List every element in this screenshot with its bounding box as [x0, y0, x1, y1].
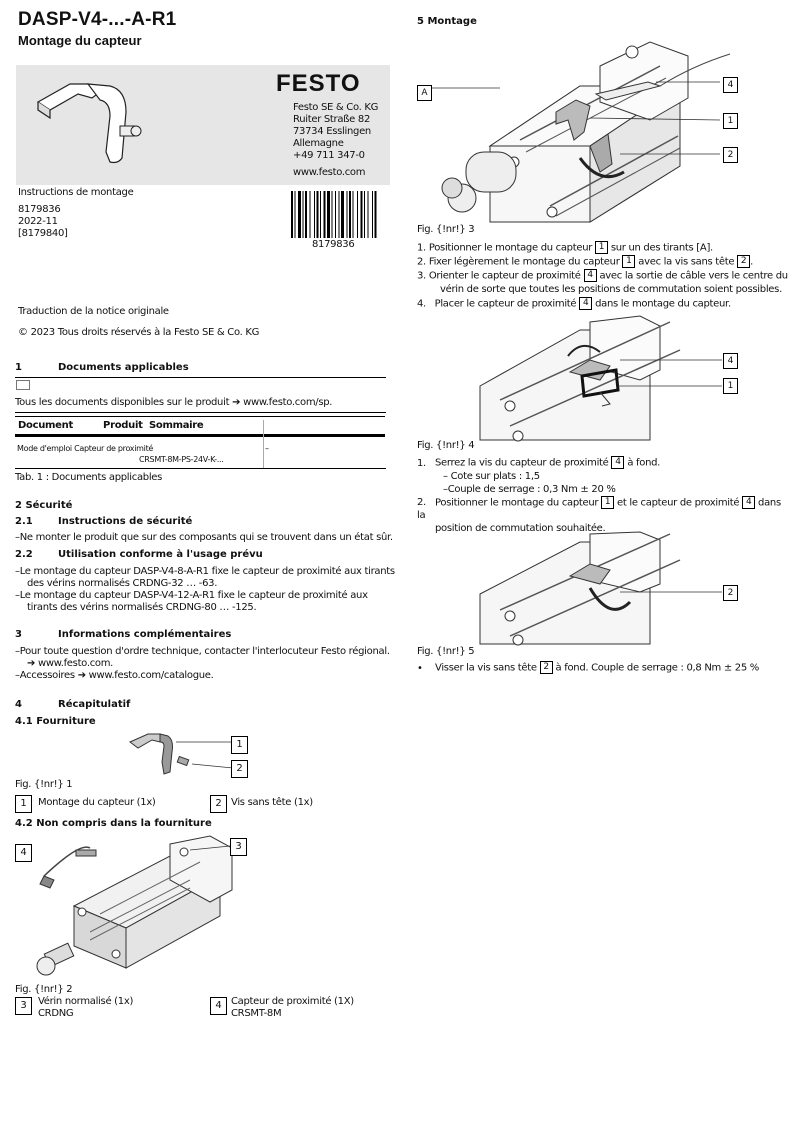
- final-step: • Visser la vis sans tête 2 à fond. Couple de serrage : 0,8 Nm ± 25 %: [417, 662, 760, 674]
- info-list: –Pour toute question d'ordre technique, contacter l'interlocuteur Festo régional. ➔ www.festo.com. –Accessoires ➔ www.festo.com/catalogue.: [15, 646, 390, 681]
- figure-2-caption: Fig. {!nr!} 2: [15, 984, 73, 995]
- col-product: Produit: [100, 417, 146, 436]
- section3-number: 3: [15, 629, 22, 640]
- mounting-steps-b: 1. Serrez la vis du capteur de proximité 4 à fond. – Cote sur plats : 1,5 –Couple de serrage : 0,3 Nm ± 20 % 2. Positionner le montage du capteur 1 et le capteur de proximité 4 dans la position de commutation souhaitée.: [417, 457, 781, 534]
- barcode-bar: [339, 191, 340, 238]
- step-1: 1. Positionner le montage du capteur 1 sur un des tirants [A].: [417, 242, 713, 254]
- company-address: Festo SE & Co. KG Ruiter Straße 82 73734 Esslingen Allemagne +49 711 347-0: [293, 102, 379, 161]
- barcode-bar: [320, 191, 321, 238]
- callout-3: 3: [230, 838, 247, 856]
- barcode-bar: [364, 191, 365, 238]
- col-summary: Sommaire: [146, 417, 385, 436]
- callout-A: A: [417, 85, 432, 101]
- item-1-label: Montage du capteur (1x): [38, 797, 156, 808]
- step-4: 4. Placer le capteur de proximité 4 dans le montage du capteur.: [417, 297, 731, 309]
- page-title: DASP-V4-...-A-R1: [18, 9, 177, 30]
- safety-text: –Ne monter le produit que sur des composants qui se trouvent dans un état sûr.: [15, 532, 393, 543]
- table-vline: [263, 420, 264, 468]
- barcode-bar: [353, 191, 354, 238]
- barcode-bar: [310, 191, 311, 238]
- step-3: 3. Orienter le capteur de proximité 4 avec la sortie de câble vers le centre du: [417, 270, 788, 282]
- mounting-steps-a: 1. Positionner le montage du capteur 1 sur un des tirants [A]. 2. Fixer légèrement le montage du capteur 1 avec la vis sans tête 2 . 3. Orienter le capteur de proximité 4 avec la sortie de câble vers le centre du vérin de sorte que toutes les positions de commutation soient possibles. 4. Placer le capteur de proximité 4 dans le montage du capteur.: [417, 242, 788, 309]
- figure-3-caption: Fig. {!nr!} 3: [417, 224, 475, 235]
- sensor-mount-illustration: [30, 72, 150, 172]
- barcode-bar: [349, 191, 351, 238]
- arrow-icon: ➔: [77, 670, 86, 681]
- item-3-number: 3: [15, 997, 32, 1015]
- barcode-bar: [361, 191, 363, 238]
- callout-1: 1: [231, 736, 248, 754]
- intended-use-list: –Le montage du capteur DASP-V4-8-A-R1 fixe le capteur de proximité aux tirants des vérins normalisés CRDNG-32 … -63. –Le montage du capteur DASP-V4-12-A-R1 fixe le capteur de proximité aux tirants des vérins normalisés CRDNG-80 … -125.: [15, 566, 395, 613]
- barcode-bar: [324, 191, 326, 238]
- barcode-bar: [298, 191, 301, 238]
- item-1-number: 1: [15, 795, 32, 813]
- divider: [15, 377, 386, 378]
- section1-title: Documents applicables: [58, 362, 189, 373]
- callout-2: 2: [231, 760, 248, 778]
- page-subtitle: Montage du capteur: [18, 33, 142, 48]
- item-3-label: Vérin normalisé (1x) CRDNG: [38, 996, 134, 1019]
- section41-title: 4.1 Fourniture: [15, 716, 96, 727]
- barcode-bar: [357, 191, 358, 238]
- section22-number: 2.2: [15, 549, 33, 560]
- mounting-step-illustration: [430, 36, 730, 222]
- copyright: © 2023 Tous droits réservés à la Festo SE & Co. KG: [18, 327, 260, 338]
- table-cell-product: CRSMT-8M-PS-24V-K-...: [139, 455, 224, 464]
- documents-table: [15, 416, 385, 437]
- barcode-number: 8179836: [312, 239, 355, 250]
- section21-title: Instructions de sécurité: [58, 516, 193, 527]
- figure-1-caption: Fig. {!nr!} 1: [15, 779, 73, 790]
- barcode-bar: [327, 191, 330, 238]
- callout-4: 4: [723, 353, 738, 369]
- callout-4: 4: [723, 77, 738, 93]
- callout-4: 4: [15, 844, 32, 862]
- festo-link[interactable]: www.festo.com.: [37, 658, 114, 669]
- doc-type: Instructions de montage: [18, 187, 134, 198]
- callout-2: 2: [723, 147, 738, 163]
- barcode-bar: [295, 191, 296, 238]
- barcode-bar: [368, 191, 369, 238]
- barcode-bar: [317, 191, 319, 238]
- barcode: [291, 191, 383, 238]
- book-icon: [16, 380, 30, 390]
- festo-logo: FESTO: [276, 70, 361, 97]
- section1-number: 1: [15, 362, 22, 373]
- all-docs-text: Tous les documents disponibles sur le produit ➔ www.festo.com/sp.: [15, 397, 333, 408]
- divider: [15, 412, 386, 413]
- barcode-bar: [335, 191, 336, 238]
- section22-title: Utilisation conforme à l'usage prévu: [58, 549, 263, 560]
- table-cell-document: Mode d'emploi Capteur de proximité: [17, 444, 154, 453]
- table-bottom: [15, 468, 386, 469]
- col-document: Document: [15, 417, 100, 436]
- section4-title: Récapitulatif: [58, 699, 131, 710]
- barcode-bar: [303, 191, 304, 238]
- cylinder-and-sensor-illustration: [20, 836, 260, 982]
- translation-note: Traduction de la notice originale: [18, 306, 169, 317]
- section4-number: 4: [15, 699, 22, 710]
- barcode-bar: [332, 191, 333, 238]
- step-2: 2. Fixer légèrement le montage du capteur 1 avec la vis sans tête 2 .: [417, 256, 754, 268]
- grub-screw-illustration: [470, 532, 740, 644]
- callout-2: 2: [723, 585, 738, 601]
- item-4-label: Capteur de proximité (1X) CRSMT-8M: [231, 996, 354, 1019]
- doc-meta: 8179836 2022-11 [8179840]: [18, 204, 68, 239]
- section2-title: 2 Sécurité: [15, 500, 73, 511]
- item-2-label: Vis sans tête (1x): [231, 797, 313, 808]
- barcode-bar: [372, 191, 373, 238]
- section42-title: 4.2 Non compris dans la fourniture: [15, 818, 212, 829]
- figure-5-caption: Fig. {!nr!} 5: [417, 646, 475, 657]
- table-caption: Tab. 1 : Documents applicables: [15, 472, 163, 483]
- barcode-bar: [291, 191, 293, 238]
- company-web[interactable]: www.festo.com: [293, 167, 366, 178]
- barcode-bar: [375, 191, 377, 238]
- barcode-bar: [341, 191, 344, 238]
- callout-1: 1: [723, 113, 738, 129]
- section21-number: 2.1: [15, 516, 33, 527]
- section3-title: Informations complémentaires: [58, 629, 232, 640]
- sensor-placement-illustration: [470, 316, 740, 440]
- barcode-bar: [347, 191, 348, 238]
- arrow-icon: ➔: [232, 397, 241, 408]
- barcode-bar: [305, 191, 307, 238]
- section5-title: 5 Montage: [417, 16, 477, 27]
- barcode-bar: [314, 191, 315, 238]
- sp-link[interactable]: www.festo.com/sp.: [243, 397, 333, 408]
- callout-1: 1: [723, 378, 738, 394]
- table-cell-summary: –: [265, 444, 269, 453]
- item-2-number: 2: [210, 795, 227, 813]
- item-4-number: 4: [210, 997, 227, 1015]
- arrow-icon: ➔: [27, 658, 36, 669]
- catalogue-link[interactable]: www.festo.com/catalogue.: [88, 670, 214, 681]
- figure-4-caption: Fig. {!nr!} 4: [417, 440, 475, 451]
